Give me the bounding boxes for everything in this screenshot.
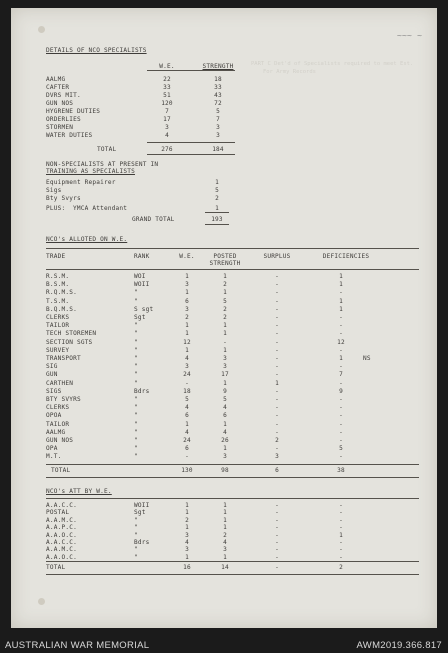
allotted-deficiency: - [339, 437, 343, 444]
specialist-we: 51 [163, 92, 171, 99]
att-deficiency: - [339, 516, 343, 524]
allotted-note: NS [363, 355, 371, 362]
footer-institution: AUSTRALIAN WAR MEMORIAL [5, 640, 150, 651]
att-deficiency: - [339, 524, 343, 532]
specialist-we: 7 [165, 108, 169, 115]
allotted-trade: SIG [46, 363, 58, 371]
allotted-total-posted: 98 [221, 467, 229, 474]
att-we: 1 [185, 509, 189, 517]
allotted-rank: " [134, 404, 138, 412]
allotted-posted: - [223, 338, 227, 346]
att-posted: 2 [223, 531, 227, 539]
att-we: 2 [185, 516, 189, 524]
att-surplus: - [275, 502, 279, 509]
allotted-surplus: 2 [275, 437, 279, 444]
allotted-posted: 1 [223, 330, 227, 338]
allotted-we: 3 [185, 305, 189, 313]
col-header-trade: TRADE [46, 253, 66, 260]
att-we: 3 [185, 531, 189, 539]
grand-total-rule [205, 212, 229, 213]
att-trade: POSTAL [46, 509, 70, 517]
allotted-surplus: - [275, 346, 279, 354]
allotted-deficiency: - [339, 363, 343, 371]
bleed-through-text: PART C Det'd of Specialists required to meet Est. [251, 61, 414, 67]
allotted-trade: R.Q.M.S. [46, 289, 77, 297]
allotted-we: 18 [183, 387, 191, 395]
allotted-trade: CARTHEN [46, 379, 74, 387]
allotted-deficiency: - [339, 396, 343, 403]
col-header-deficiencies: DEFICIENCIES [322, 253, 370, 260]
allotted-rank: " [134, 428, 138, 436]
header-bottom-rule [46, 269, 419, 270]
allotted-posted: 1 [223, 420, 227, 428]
att-total-deficiencies: 2 [339, 564, 343, 571]
grand-total-value: 193 [211, 216, 223, 223]
allotted-total-we: 130 [181, 467, 193, 474]
allotted-posted: 2 [223, 314, 227, 321]
allotted-posted: 1 [223, 322, 227, 330]
allotted-we: 4 [185, 355, 189, 362]
allotted-rank: " [134, 379, 138, 387]
allotted-posted: 3 [223, 453, 227, 461]
allotted-rank: Sgt [134, 314, 146, 321]
allotted-posted: 9 [223, 387, 227, 395]
allotted-deficiency: - [339, 322, 343, 330]
allotted-surplus: - [275, 305, 279, 313]
att-we: 1 [185, 502, 189, 509]
specialist-we: 3 [165, 124, 169, 131]
allotted-posted: 1 [223, 379, 227, 387]
allotted-we: 5 [185, 396, 189, 403]
att-posted: 1 [223, 553, 227, 561]
att-top-rule [46, 498, 419, 499]
allotted-trade: GUN [46, 371, 58, 379]
allotted-trade: B.S.M. [46, 281, 70, 289]
punch-hole [38, 598, 45, 605]
att-we: 1 [185, 524, 189, 532]
allotted-we: 3 [185, 281, 189, 289]
allotted-trade: AALMG [46, 428, 66, 436]
specialist-trade: DVRS MIT. [46, 92, 81, 99]
table-top-rule [46, 248, 419, 249]
att-posted: 1 [223, 509, 227, 517]
att-surplus: - [275, 553, 279, 561]
allotted-trade: BTY SVYRS [46, 396, 81, 403]
specialist-trade: AALMG [46, 76, 66, 83]
allotted-rank: WOII [134, 281, 150, 289]
allotted-deficiency: - [339, 404, 343, 412]
specialists-total-we: 276 [161, 146, 173, 153]
allotted-trade: OPA [46, 445, 58, 453]
allotted-rank: Bdrs [134, 387, 150, 395]
grand-total-rule [205, 224, 229, 225]
allotted-trade: GUN NOS [46, 437, 74, 444]
col-header-rank: RANK [134, 253, 150, 260]
allotted-posted: 1 [223, 346, 227, 354]
corner-mark: ~~~ ~ [397, 31, 423, 40]
plus-label: PLUS: [46, 205, 66, 212]
allotted-surplus: - [275, 297, 279, 305]
specialists-total-strength: 184 [212, 146, 224, 153]
specialist-we: 33 [163, 84, 171, 91]
allotted-rank: " [134, 355, 138, 362]
att-we: 1 [185, 553, 189, 561]
allotted-surplus: - [275, 281, 279, 289]
strength-header: STRENGTH [202, 63, 234, 70]
allotted-posted: 1 [223, 273, 227, 280]
att-rank: " [134, 524, 138, 532]
att-total-bottom-rule [46, 574, 419, 575]
allotted-we: 1 [185, 289, 189, 297]
att-we: 3 [185, 546, 189, 554]
allotted-surplus: - [275, 387, 279, 395]
allotted-surplus: 1 [275, 379, 279, 387]
allotted-surplus: - [275, 404, 279, 412]
specialist-strength: 3 [216, 124, 220, 131]
allotted-deficiency: 5 [339, 445, 343, 453]
allotted-total-label: TOTAL [51, 467, 71, 474]
allotted-rank: " [134, 322, 138, 330]
att-deficiency: - [339, 546, 343, 554]
att-trade: A.A.M.C. [46, 516, 77, 524]
plus-value: 1 [215, 205, 219, 212]
allotted-deficiency: 1 [339, 273, 343, 280]
att-rank: " [134, 516, 138, 524]
allotted-deficiency: 7 [339, 371, 343, 379]
att-posted: 3 [223, 546, 227, 554]
att-trade: A.A.C.C. [46, 502, 77, 509]
document-page [11, 8, 437, 628]
att-total-surplus: - [275, 564, 279, 571]
allotted-surplus: - [275, 371, 279, 379]
we-header: W.E. [159, 63, 175, 70]
allotted-rank: " [134, 437, 138, 444]
allotted-rank: " [134, 346, 138, 354]
allotted-rank: " [134, 330, 138, 338]
att-rank: " [134, 553, 138, 561]
allotted-posted: 5 [223, 396, 227, 403]
allotted-posted: 3 [223, 355, 227, 362]
allotted-we: 4 [185, 404, 189, 412]
specialist-trade: GUN NOS [46, 100, 74, 107]
allotted-rank: " [134, 420, 138, 428]
allotted-trade: B.Q.M.S. [46, 305, 77, 313]
att-deficiency: - [339, 502, 343, 509]
specialist-trade: STORMEN [46, 124, 74, 131]
att-posted: 1 [223, 524, 227, 532]
allotted-deficiency: - [339, 330, 343, 338]
att-surplus: - [275, 509, 279, 517]
training-count: 2 [215, 195, 219, 202]
allotted-surplus: - [275, 363, 279, 371]
specialists-title: DETAILS OF NCO SPECIALISTS [46, 47, 147, 54]
att-we: 4 [185, 539, 189, 546]
allotted-posted: 2 [223, 305, 227, 313]
att-trade: A.A.M.C. [46, 546, 77, 554]
att-deficiency: 1 [339, 531, 343, 539]
allotted-posted: 5 [223, 297, 227, 305]
specialist-trade: HYGRENE DUTIES [46, 108, 101, 115]
allotted-surplus: - [275, 273, 279, 280]
col-header-surplus: SURPLUS [263, 253, 291, 260]
allotted-deficiency: - [339, 346, 343, 354]
allotted-posted: 4 [223, 428, 227, 436]
allotted-posted: 3 [223, 363, 227, 371]
allotted-trade: SIGS [46, 387, 62, 395]
specialist-strength: 7 [216, 116, 220, 123]
allotted-posted: 4 [223, 404, 227, 412]
allotted-trade: TAILOR [46, 322, 70, 330]
att-rank: " [134, 531, 138, 539]
att-surplus: - [275, 516, 279, 524]
specialist-we: 17 [163, 116, 171, 123]
att-trade: A.A.P.C. [46, 524, 77, 532]
allotted-surplus: - [275, 445, 279, 453]
allotted-rank: S sgt [134, 305, 154, 313]
allotted-deficiency: 1 [339, 355, 343, 362]
allotted-surplus: - [275, 338, 279, 346]
allotted-surplus: - [275, 289, 279, 297]
att-surplus: - [275, 539, 279, 546]
allotted-posted: 6 [223, 412, 227, 420]
att-deficiency: - [339, 509, 343, 517]
att-rank: Sgt [134, 509, 146, 517]
allotted-surplus: - [275, 396, 279, 403]
allotted-deficiency: 1 [339, 281, 343, 289]
allotted-we: 24 [183, 437, 191, 444]
allotted-rank: " [134, 445, 138, 453]
att-total-we: 16 [183, 564, 191, 571]
specialist-strength: 3 [216, 132, 220, 139]
specialist-we: 4 [165, 132, 169, 139]
col-header-strength: STRENGTH [209, 260, 241, 267]
specialists-total-label: TOTAL [97, 146, 117, 153]
allotted-surplus: - [275, 412, 279, 420]
allotted-title: NCO's ALLOTED ON W.E. [46, 236, 128, 243]
specialist-strength: 72 [214, 100, 222, 107]
att-total-top-rule [46, 561, 419, 562]
training-count: 5 [215, 187, 219, 194]
allotted-we: 4 [185, 428, 189, 436]
allotted-we: 3 [185, 363, 189, 371]
allotted-we: 1 [185, 330, 189, 338]
allotted-we: 1 [185, 346, 189, 354]
allotted-trade: T.S.M. [46, 297, 70, 305]
att-trade: A.A.O.C. [46, 531, 77, 539]
training-title-1: NON-SPECIALISTS AT PRESENT IN [46, 161, 159, 168]
allotted-rank: " [134, 363, 138, 371]
allotted-rank: " [134, 338, 138, 346]
allotted-we: - [185, 379, 189, 387]
allotted-trade: OPOA [46, 412, 62, 420]
specialist-trade: WATER DUTIES [46, 132, 93, 139]
att-surplus: - [275, 524, 279, 532]
allotted-posted: 26 [221, 437, 229, 444]
allotted-trade: SECTION SGTS [46, 338, 93, 346]
att-surplus: - [275, 546, 279, 554]
att-surplus: - [275, 531, 279, 539]
att-total-posted: 14 [221, 564, 229, 571]
att-posted: 4 [223, 539, 227, 546]
att-rank: Bdrs [134, 539, 150, 546]
allotted-total-deficiencies: 38 [337, 467, 345, 474]
allotted-we: 1 [185, 322, 189, 330]
allotted-rank: " [134, 396, 138, 403]
allotted-surplus: - [275, 420, 279, 428]
allotted-we: 6 [185, 445, 189, 453]
training-count: 1 [215, 179, 219, 186]
specialist-strength: 43 [214, 92, 222, 99]
att-posted: 1 [223, 516, 227, 524]
total-rule [147, 142, 235, 143]
training-trade: Equipment Repairer [46, 179, 116, 186]
allotted-posted: 1 [223, 445, 227, 453]
att-deficiency: - [339, 553, 343, 561]
allotted-surplus: - [275, 355, 279, 362]
allotted-deficiency: - [339, 289, 343, 297]
footer-accession-number: AWM2019.366.817 [356, 640, 442, 651]
allotted-trade: TECH STOREMEN [46, 330, 97, 338]
col-header-posted: POSTED [213, 253, 237, 260]
allotted-trade: TRANSPORT [46, 355, 81, 362]
allotted-deficiency: - [339, 314, 343, 321]
allotted-trade: CLERKS [46, 404, 70, 412]
allotted-total-surplus: 6 [275, 467, 279, 474]
allotted-trade: TAILOR [46, 420, 70, 428]
allotted-posted: 17 [221, 371, 229, 379]
allotted-rank: " [134, 371, 138, 379]
att-total-label: TOTAL [46, 564, 66, 571]
allotted-deficiency: - [339, 420, 343, 428]
allotted-we: 1 [185, 273, 189, 280]
punch-hole [38, 26, 45, 33]
specialist-strength: 18 [214, 76, 222, 83]
col-header-we: W.E. [179, 253, 195, 260]
grand-total-label: GRAND TOTAL [132, 216, 175, 223]
att-title: NCO's ATT BY W.E. [46, 488, 112, 495]
att-rank: WOII [134, 502, 150, 509]
total-bottom-rule [46, 477, 419, 478]
att-trade: A.A.O.C. [46, 553, 77, 561]
allotted-rank: " [134, 289, 138, 297]
specialist-strength: 33 [214, 84, 222, 91]
training-title-2: TRAINING AS SPECIALISTS [46, 168, 135, 175]
allotted-deficiency: - [339, 379, 343, 387]
allotted-posted: 1 [223, 289, 227, 297]
allotted-we: - [185, 453, 189, 461]
allotted-we: 6 [185, 412, 189, 420]
allotted-rank: " [134, 453, 138, 461]
specialist-trade: ORDERLIES [46, 116, 81, 123]
allotted-surplus: - [275, 330, 279, 338]
specialist-strength: 5 [216, 108, 220, 115]
att-deficiency: - [339, 539, 343, 546]
allotted-deficiency: 12 [337, 338, 345, 346]
allotted-rank: WOI [134, 273, 146, 280]
allotted-deficiency: 1 [339, 297, 343, 305]
allotted-deficiency: - [339, 453, 343, 461]
allotted-trade: R.S.M. [46, 273, 70, 280]
specialist-trade: CAFTER [46, 84, 70, 91]
allotted-deficiency: 1 [339, 305, 343, 313]
bleed-through-text: For Army Records [263, 69, 316, 75]
specialist-we: 22 [163, 76, 171, 83]
total-top-rule [46, 464, 419, 465]
specialist-we: 120 [161, 100, 173, 107]
allotted-we: 24 [183, 371, 191, 379]
allotted-we: 1 [185, 420, 189, 428]
allotted-posted: 2 [223, 281, 227, 289]
training-trade: Sigs [46, 187, 62, 194]
header-rule [147, 70, 235, 71]
allotted-trade: CLERKS [46, 314, 70, 321]
allotted-deficiency: 9 [339, 387, 343, 395]
att-trade: A.A.C.C. [46, 539, 77, 546]
allotted-we: 6 [185, 297, 189, 305]
allotted-we: 12 [183, 338, 191, 346]
total-rule [147, 154, 235, 155]
allotted-surplus: 3 [275, 453, 279, 461]
plus-name: YMCA Attendant [73, 205, 128, 212]
allotted-deficiency: - [339, 412, 343, 420]
allotted-surplus: - [275, 322, 279, 330]
allotted-trade: M.T. [46, 453, 62, 461]
allotted-surplus: - [275, 314, 279, 321]
allotted-trade: SURVEY [46, 346, 70, 354]
allotted-rank: " [134, 412, 138, 420]
allotted-rank: " [134, 297, 138, 305]
att-rank: " [134, 546, 138, 554]
allotted-surplus: - [275, 428, 279, 436]
allotted-deficiency: - [339, 428, 343, 436]
training-trade: Bty Svyrs [46, 195, 81, 202]
att-posted: 1 [223, 502, 227, 509]
allotted-we: 2 [185, 314, 189, 321]
